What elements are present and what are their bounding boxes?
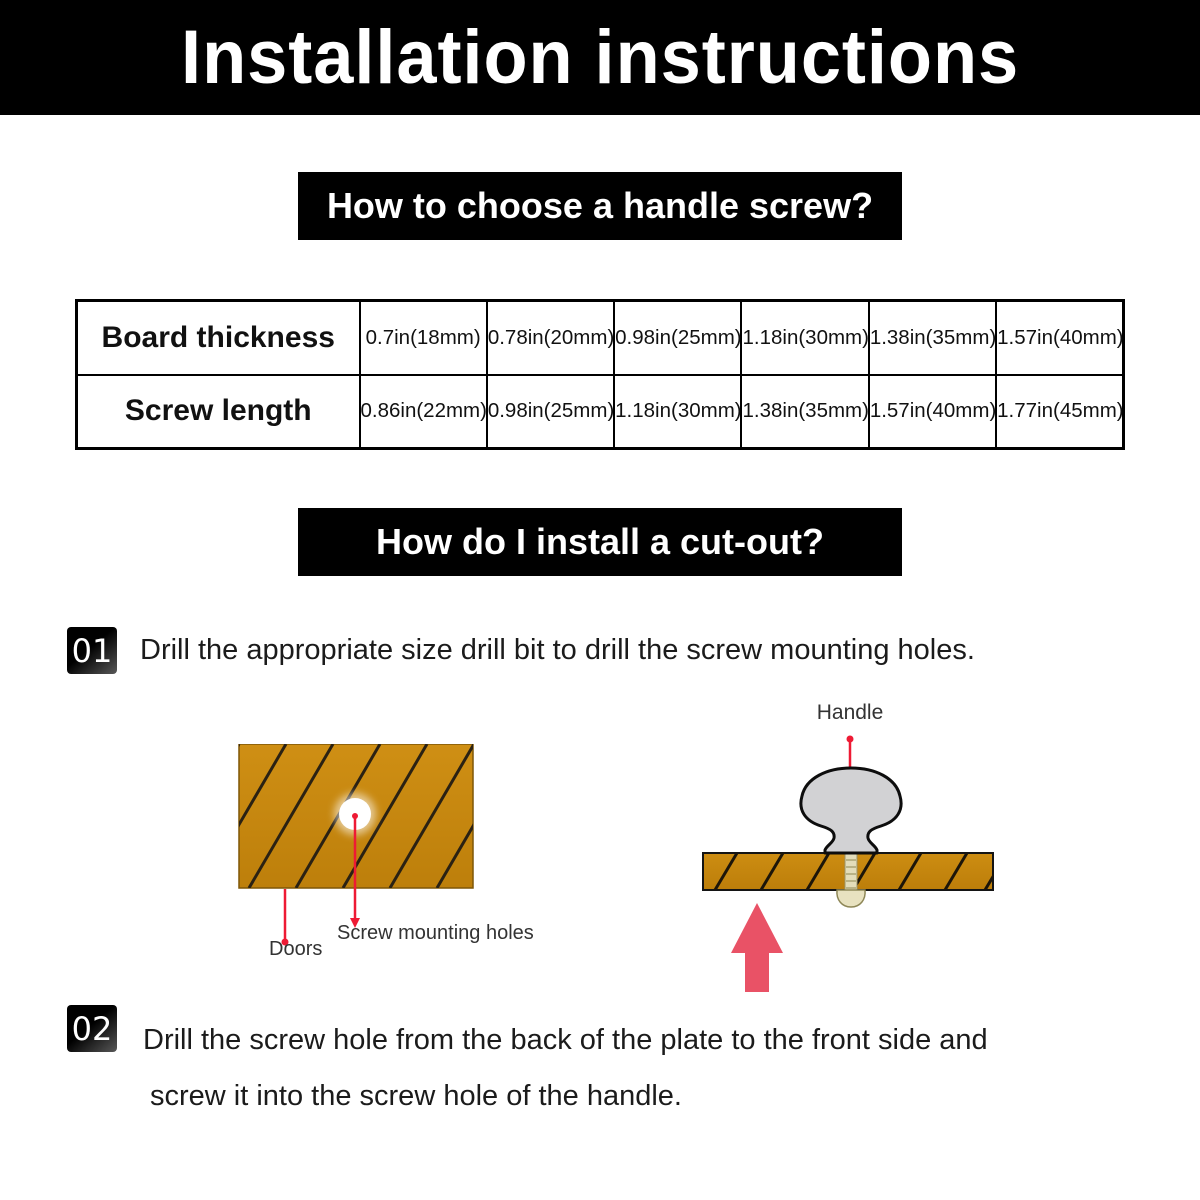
table-cell: 1.57in(40mm) — [996, 301, 1123, 375]
section-heading-cutout-install — [298, 508, 902, 576]
step-1-text: Drill the appropriate size drill bit to drill the screw mounting holes. — [140, 634, 975, 666]
step-2-badge — [67, 1005, 117, 1052]
door-panel-diagram — [236, 744, 480, 950]
step-1-badge — [67, 627, 117, 674]
table-cell: 1.38in(35mm) — [741, 375, 868, 449]
step-1-number: 01 — [71, 631, 113, 670]
label-doors: Doors — [269, 938, 323, 960]
table-cell: 1.57in(40mm) — [869, 375, 996, 449]
table-cell: 0.86in(22mm) — [360, 375, 487, 449]
table-cell: 1.77in(45mm) — [996, 375, 1123, 449]
table-cell: 1.38in(35mm) — [869, 301, 996, 375]
page-title: Installation instructions — [180, 15, 1020, 100]
table-cell: 1.18in(30mm) — [614, 375, 741, 449]
title-banner — [0, 0, 1200, 115]
label-handle: Handle — [816, 701, 884, 724]
table-cell: 0.78in(20mm) — [487, 301, 614, 375]
table-row-label: Screw length — [77, 375, 360, 449]
section-heading-cutout-install-label: How do I install a cut-out? — [376, 521, 824, 562]
handle-knob — [801, 768, 901, 853]
table-row — [77, 375, 1124, 449]
step-2-text-line1: Drill the screw hole from the back of the plate to the front side and — [143, 1024, 988, 1056]
label-screw-mounting-holes: Screw mounting holes — [337, 922, 534, 944]
section-heading-screw-chooser-label: How to choose a handle screw? — [326, 185, 874, 226]
table-cell: 0.98in(25mm) — [614, 301, 741, 375]
step-2-number: 02 — [71, 1009, 113, 1048]
section-heading-screw-chooser — [298, 172, 902, 240]
table-row — [77, 301, 1124, 375]
handle-cross-section-diagram — [700, 726, 1000, 998]
table-cell: 0.98in(25mm) — [487, 375, 614, 449]
table-cell: 1.18in(30mm) — [741, 301, 868, 375]
step-2-text — [143, 1012, 988, 1124]
screw-head — [837, 890, 865, 907]
step-2-text-line2: screw it into the screw hole of the handle. — [150, 1080, 682, 1112]
table-cell: 0.7in(18mm) — [360, 301, 487, 375]
up-arrow — [731, 903, 783, 992]
screw-size-table — [75, 299, 1125, 450]
table-row-label: Board thickness — [77, 301, 360, 375]
